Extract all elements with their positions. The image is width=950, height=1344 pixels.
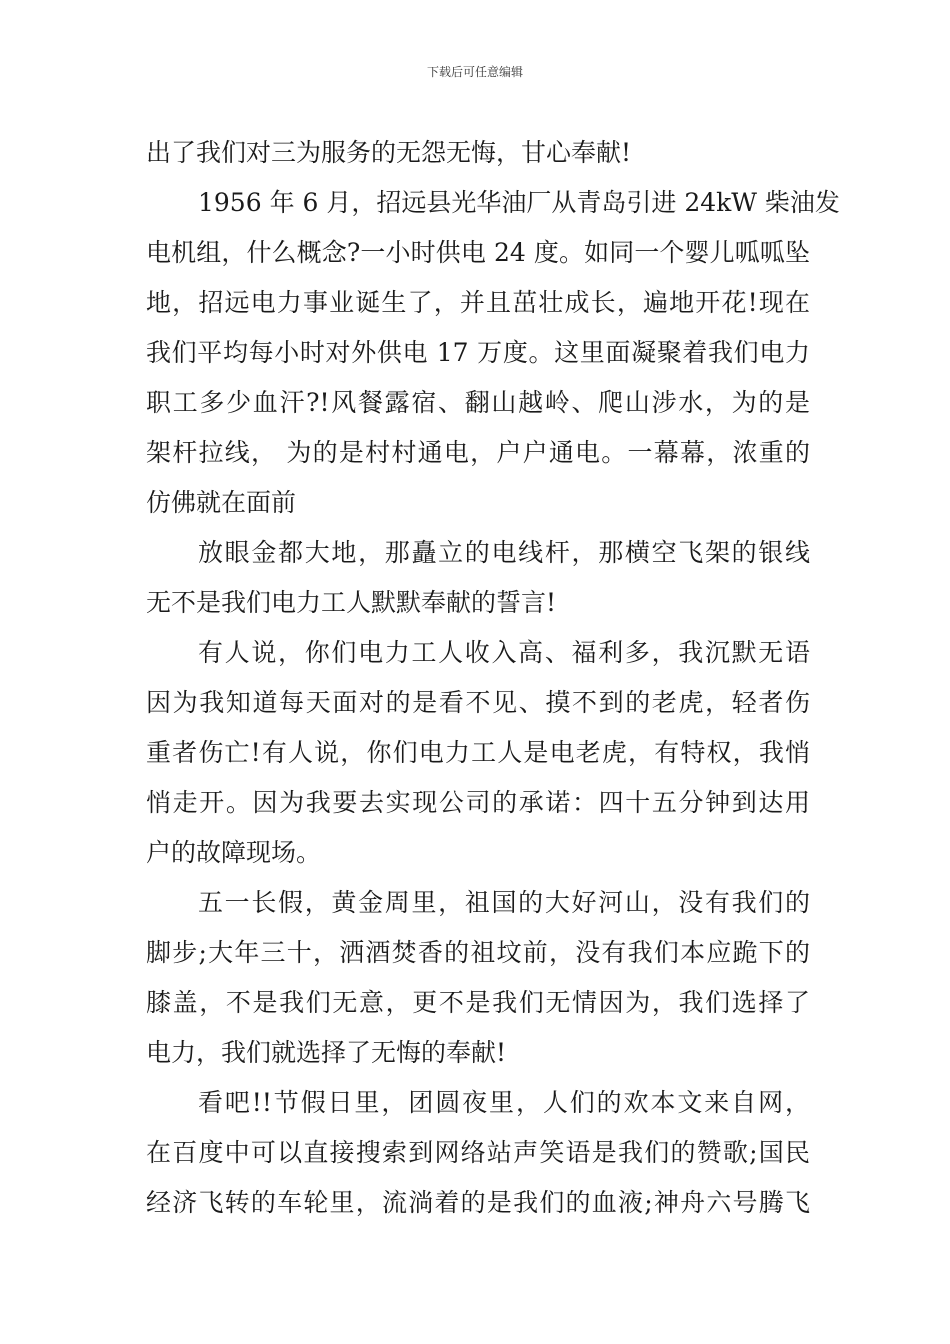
- paragraph-start-line: 放眼金都大地，那矗立的电线杆，那横空飞架的银线: [198, 538, 810, 567]
- text-line: 无不是我们电力工人默默奉献的誓言!: [146, 588, 557, 617]
- text-line: 我们平均每小时对外供电 17 万度。这里面凝聚着我们电力: [146, 338, 810, 367]
- text-line: 出了我们对三为服务的无怨无悔，甘心奉献!: [146, 138, 632, 167]
- text-line: 地，招远电力事业诞生了，并且茁壮成长，遍地开花!现在: [146, 288, 810, 317]
- text-line: 悄走开。因为我要去实现公司的承诺：四十五分钟到达用: [146, 788, 810, 817]
- paragraph-start-line: 看吧!!节假日里，团圆夜里，人们的欢本文来自网，: [198, 1088, 810, 1117]
- text-line: 仿佛就在面前: [146, 488, 297, 517]
- text-line: 经济飞转的车轮里，流淌着的是我们的血液;神舟六号腾飞: [146, 1188, 810, 1217]
- text-line: 重者伤亡!有人说，你们电力工人是电老虎，有特权，我悄: [146, 738, 810, 767]
- document-body: [146, 128, 840, 1228]
- paragraph-start-line: 有人说，你们电力工人收入高、福利多，我沉默无语: [198, 638, 810, 667]
- page-header: 下载后可任意编辑: [426, 65, 523, 79]
- text-line: 电力，我们就选择了无悔的奉献!: [146, 1038, 507, 1067]
- text-line: 户的故障现场。: [146, 838, 322, 867]
- text-line: 因为我知道每天面对的是看不见、摸不到的老虎，轻者伤: [146, 688, 810, 717]
- text-line: 膝盖，不是我们无意，更不是我们无情因为，我们选择了: [146, 988, 810, 1017]
- text-line: 职工多少血汗?!风餐露宿、翻山越岭、爬山涉水，为的是: [146, 388, 810, 417]
- text-line: 脚步;大年三十，洒酒焚香的祖坟前，没有我们本应跪下的: [146, 938, 810, 967]
- paragraph-start-line: 1956 年 6 月，招远县光华油厂从青岛引进 24kW 柴油发: [198, 188, 840, 217]
- text-line: 架杆拉线， 为的是村村通电，户户通电。一幕幕，浓重的: [146, 438, 810, 467]
- text-line: 在百度中可以直接搜索到网络站声笑语是我们的赞歌;国民: [146, 1138, 810, 1167]
- paragraph-start-line: 五一长假，黄金周里，祖国的大好河山，没有我们的: [198, 888, 810, 917]
- text-line: 电机组，什么概念?一小时供电 24 度。如同一个婴儿呱呱坠: [146, 238, 810, 267]
